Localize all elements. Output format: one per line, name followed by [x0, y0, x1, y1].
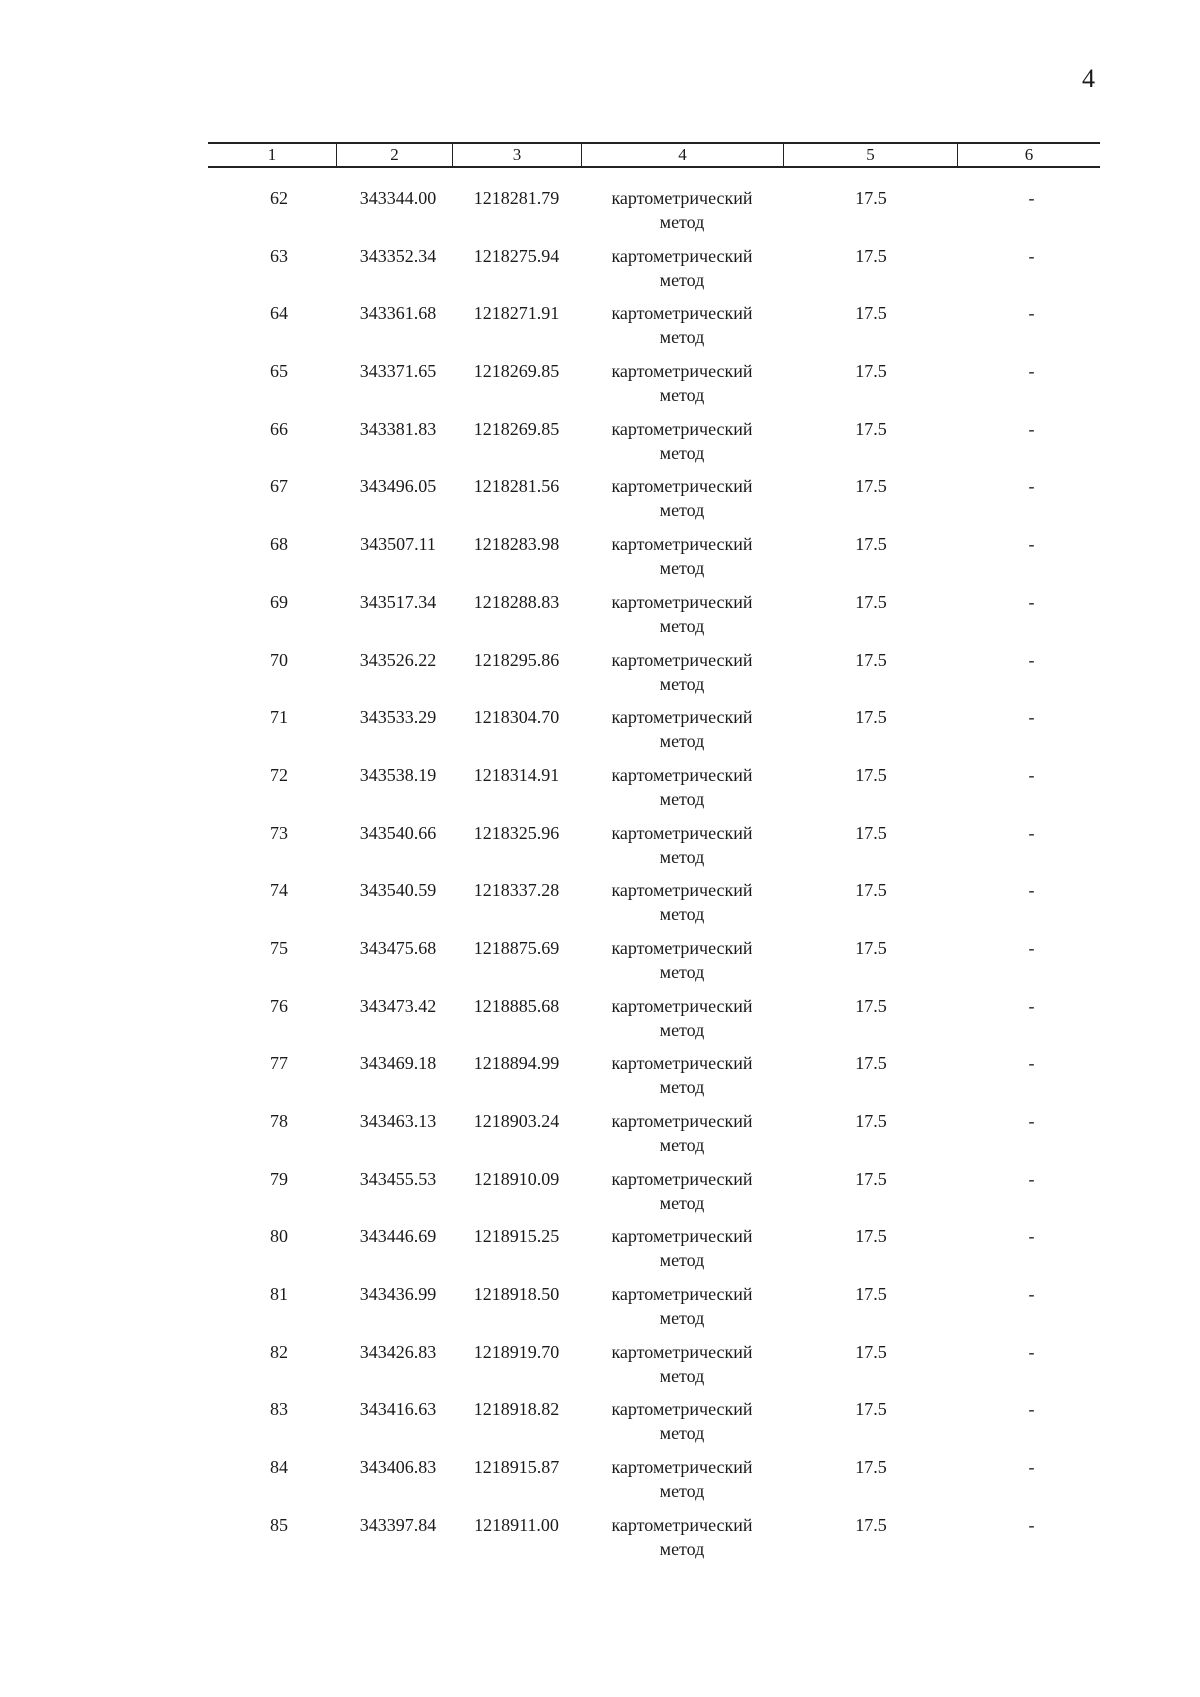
method-cell: [581, 1051, 783, 1109]
point-number-cell: 62: [270, 188, 288, 208]
method-cell: [581, 474, 783, 532]
method-line: метод: [659, 673, 705, 694]
note-cell: -: [1028, 1284, 1035, 1305]
note-cell: -: [1028, 822, 1035, 843]
header-cell: 6: [957, 144, 1100, 166]
point-number-cell: 70: [270, 649, 288, 670]
method-line: картометрический: [611, 188, 753, 208]
note-cell: -: [1028, 707, 1035, 728]
header-cell: 2: [336, 144, 452, 166]
method-line: картометрический: [611, 880, 753, 901]
method-line: метод: [659, 442, 705, 463]
table-row: [208, 878, 1100, 936]
method-line: метод: [659, 212, 705, 232]
table-row: [208, 936, 1100, 994]
y-coordinate-cell: 1218885.68: [473, 995, 560, 1016]
method-line: картометрический: [611, 1284, 753, 1305]
table-row: [208, 590, 1100, 648]
point-number-cell: 68: [270, 534, 288, 555]
x-coordinate-cell: 343517.34: [359, 591, 437, 612]
method-line: метод: [659, 1481, 705, 1502]
point-number-cell: 81: [270, 1284, 288, 1305]
method-line: картометрический: [611, 303, 753, 324]
point-number-cell: 69: [270, 591, 288, 612]
y-coordinate-cell: 1218275.94: [473, 245, 560, 266]
method-line: метод: [659, 1135, 705, 1155]
x-coordinate-cell: 343406.83: [359, 1457, 437, 1478]
table-row: [208, 1455, 1100, 1513]
note-cell: -: [1028, 649, 1035, 670]
method-line: метод: [659, 846, 705, 867]
table-row: [208, 186, 1100, 244]
x-coordinate-cell: 343475.68: [359, 937, 437, 958]
method-cell: [581, 878, 783, 936]
note-cell: -: [1028, 1399, 1035, 1420]
method-cell: [581, 1167, 783, 1225]
note-cell: -: [1028, 245, 1035, 266]
method-line: картометрический: [611, 822, 753, 843]
method-line: картометрический: [611, 245, 753, 266]
x-coordinate-cell: 343469.18: [359, 1053, 437, 1074]
method-line: картометрический: [611, 534, 753, 555]
accuracy-cell: 17.5: [855, 1514, 887, 1535]
method-line: картометрический: [611, 1514, 753, 1535]
x-coordinate-cell: 343463.13: [359, 1111, 437, 1131]
accuracy-cell: 17.5: [855, 1341, 887, 1362]
x-coordinate-cell: 343381.83: [359, 418, 437, 439]
x-coordinate-cell: 343446.69: [359, 1226, 437, 1247]
method-line: метод: [659, 327, 705, 348]
accuracy-cell: 17.5: [855, 764, 887, 785]
accuracy-cell: 17.5: [855, 1399, 887, 1420]
y-coordinate-cell: 1218894.99: [473, 1053, 560, 1074]
point-number-cell: 67: [270, 476, 288, 497]
table-row: [208, 648, 1100, 706]
x-coordinate-cell: 343352.34: [359, 245, 437, 266]
method-line: метод: [659, 385, 705, 406]
table-row: [208, 1167, 1100, 1225]
method-line: метод: [659, 500, 705, 521]
method-line: метод: [659, 1365, 705, 1386]
method-line: метод: [659, 788, 705, 809]
point-number-cell: 77: [270, 1053, 288, 1074]
method-line: картометрический: [611, 937, 753, 958]
y-coordinate-cell: 1218915.25: [473, 1226, 560, 1247]
note-cell: -: [1028, 1457, 1035, 1478]
accuracy-cell: 17.5: [855, 707, 887, 728]
y-coordinate-cell: 1218295.86: [473, 649, 560, 670]
x-coordinate-cell: 343533.29: [359, 707, 437, 728]
point-number-cell: 73: [270, 822, 288, 843]
note-cell: -: [1028, 880, 1035, 901]
y-coordinate-cell: 1218915.87: [473, 1457, 560, 1478]
accuracy-cell: 17.5: [855, 476, 887, 497]
note-cell: -: [1028, 188, 1035, 208]
x-coordinate-cell: 343426.83: [359, 1341, 437, 1362]
method-line: метод: [659, 904, 705, 925]
point-number-cell: 84: [270, 1457, 288, 1478]
method-cell: [581, 1109, 783, 1167]
note-cell: -: [1028, 534, 1035, 555]
method-line: картометрический: [611, 764, 753, 785]
x-coordinate-cell: 343416.63: [359, 1399, 437, 1420]
point-number-cell: 74: [270, 880, 288, 901]
method-line: картометрический: [611, 707, 753, 728]
method-cell: [581, 936, 783, 994]
table-row: [208, 1340, 1100, 1398]
accuracy-cell: 17.5: [855, 649, 887, 670]
y-coordinate-cell: 1218919.70: [473, 1341, 560, 1362]
method-cell: [581, 186, 783, 244]
accuracy-cell: 17.5: [855, 245, 887, 266]
method-cell: [581, 590, 783, 648]
accuracy-cell: 17.5: [855, 880, 887, 901]
table-row: [208, 1397, 1100, 1455]
y-coordinate-cell: 1218911.00: [474, 1514, 559, 1535]
method-cell: [581, 1224, 783, 1282]
method-cell: [581, 244, 783, 302]
accuracy-cell: 17.5: [855, 1053, 887, 1074]
table-row: [208, 1224, 1100, 1282]
point-number-cell: 66: [270, 418, 288, 439]
point-number-cell: 80: [270, 1226, 288, 1247]
method-line: картометрический: [611, 1341, 753, 1362]
note-cell: -: [1028, 1341, 1035, 1362]
method-line: картометрический: [611, 1226, 753, 1247]
accuracy-cell: 17.5: [855, 1457, 887, 1478]
note-cell: -: [1028, 1514, 1035, 1535]
method-line: картометрический: [611, 649, 753, 670]
method-cell: [581, 532, 783, 590]
method-line: метод: [659, 1250, 705, 1271]
note-cell: -: [1028, 1053, 1035, 1074]
method-cell: [581, 705, 783, 763]
note-cell: -: [1028, 1226, 1035, 1247]
accuracy-cell: 17.5: [855, 1226, 887, 1247]
table-row: [208, 1051, 1100, 1109]
y-coordinate-cell: 1218875.69: [473, 937, 560, 958]
point-number-cell: 76: [270, 995, 288, 1016]
note-cell: -: [1028, 591, 1035, 612]
method-line: метод: [659, 1538, 705, 1559]
table-body: [208, 186, 1100, 1571]
accuracy-cell: 17.5: [855, 591, 887, 612]
method-line: метод: [659, 1192, 705, 1213]
method-line: картометрический: [611, 995, 753, 1016]
x-coordinate-cell: 343371.65: [359, 361, 437, 382]
accuracy-cell: 17.5: [855, 995, 887, 1016]
point-number-cell: 85: [270, 1514, 288, 1535]
method-line: картометрический: [611, 1457, 753, 1478]
x-coordinate-cell: 343507.11: [360, 534, 436, 555]
method-line: картометрический: [611, 361, 753, 382]
accuracy-cell: 17.5: [855, 418, 887, 439]
method-cell: [581, 1282, 783, 1340]
method-cell: [581, 994, 783, 1052]
y-coordinate-cell: 1218281.56: [473, 476, 560, 497]
accuracy-cell: 17.5: [855, 822, 887, 843]
point-number-cell: 65: [270, 361, 288, 382]
y-coordinate-cell: 1218281.79: [473, 188, 560, 208]
point-number-cell: 75: [270, 937, 288, 958]
table-row: [208, 1282, 1100, 1340]
method-line: метод: [659, 558, 705, 579]
note-cell: -: [1028, 303, 1035, 324]
method-line: картометрический: [611, 1399, 753, 1420]
method-line: метод: [659, 731, 705, 752]
x-coordinate-cell: 343397.84: [359, 1514, 437, 1535]
method-line: метод: [659, 269, 705, 290]
method-line: метод: [659, 1423, 705, 1444]
table-row: [208, 1109, 1100, 1167]
accuracy-cell: 17.5: [855, 937, 887, 958]
header-cell: 5: [783, 144, 957, 166]
x-coordinate-cell: 343538.19: [359, 764, 437, 785]
x-coordinate-cell: 343455.53: [359, 1168, 437, 1189]
method-cell: [581, 763, 783, 821]
method-cell: [581, 1455, 783, 1513]
method-cell: [581, 1513, 783, 1571]
accuracy-cell: 17.5: [855, 1284, 887, 1305]
accuracy-cell: 17.5: [855, 188, 887, 208]
table-row: [208, 763, 1100, 821]
y-coordinate-cell: 1218910.09: [473, 1168, 560, 1189]
point-number-cell: 83: [270, 1399, 288, 1420]
table-row: [208, 532, 1100, 590]
accuracy-cell: 17.5: [855, 534, 887, 555]
x-coordinate-cell: 343361.68: [359, 303, 437, 324]
note-cell: -: [1028, 995, 1035, 1016]
point-number-cell: 79: [270, 1168, 288, 1189]
method-cell: [581, 301, 783, 359]
method-line: метод: [659, 1308, 705, 1329]
table-header: [208, 142, 1100, 168]
y-coordinate-cell: 1218918.82: [473, 1399, 560, 1420]
y-coordinate-cell: 1218269.85: [473, 418, 560, 439]
x-coordinate-cell: 343436.99: [359, 1284, 437, 1305]
point-number-cell: 82: [270, 1341, 288, 1362]
y-coordinate-cell: 1218269.85: [473, 361, 560, 382]
table-row: [208, 1513, 1100, 1571]
method-line: картометрический: [611, 591, 753, 612]
note-cell: -: [1028, 1111, 1035, 1131]
note-cell: -: [1028, 476, 1035, 497]
method-line: картометрический: [611, 1168, 753, 1189]
table-row: [208, 359, 1100, 417]
accuracy-cell: 17.5: [855, 1111, 887, 1131]
method-line: картометрический: [611, 1053, 753, 1074]
table-row: [208, 821, 1100, 879]
note-cell: -: [1028, 1168, 1035, 1189]
table-row: [208, 244, 1100, 302]
method-cell: [581, 359, 783, 417]
table-row: [208, 474, 1100, 532]
y-coordinate-cell: 1218903.24: [473, 1111, 560, 1131]
x-coordinate-cell: 343344.00: [359, 188, 437, 208]
note-cell: -: [1028, 418, 1035, 439]
method-cell: [581, 821, 783, 879]
point-number-cell: 64: [270, 303, 288, 324]
accuracy-cell: 17.5: [855, 361, 887, 382]
point-number-cell: 71: [270, 707, 288, 728]
header-cell: 4: [581, 144, 783, 166]
method-line: метод: [659, 1077, 705, 1098]
x-coordinate-cell: 343540.59: [359, 880, 437, 901]
method-line: метод: [659, 1019, 705, 1040]
x-coordinate-cell: 343496.05: [359, 476, 437, 497]
y-coordinate-cell: 1218337.28: [473, 880, 560, 901]
x-coordinate-cell: 343540.66: [359, 822, 437, 843]
y-coordinate-cell: 1218283.98: [473, 534, 560, 555]
y-coordinate-cell: 1218271.91: [473, 303, 560, 324]
point-number-cell: 78: [270, 1111, 288, 1131]
method-line: метод: [659, 961, 705, 982]
accuracy-cell: 17.5: [855, 1168, 887, 1189]
header-cell: 3: [452, 144, 581, 166]
accuracy-cell: 17.5: [855, 303, 887, 324]
method-line: картометрический: [611, 1111, 753, 1131]
y-coordinate-cell: 1218288.83: [473, 591, 560, 612]
note-cell: -: [1028, 937, 1035, 958]
note-cell: -: [1028, 361, 1035, 382]
table-row: [208, 994, 1100, 1052]
table-row: [208, 301, 1100, 359]
point-number-cell: 63: [270, 245, 288, 266]
method-cell: [581, 1397, 783, 1455]
y-coordinate-cell: 1218304.70: [473, 707, 560, 728]
method-line: картометрический: [611, 418, 753, 439]
method-line: картометрический: [611, 476, 753, 497]
x-coordinate-cell: 343526.22: [359, 649, 437, 670]
x-coordinate-cell: 343473.42: [359, 995, 437, 1016]
header-cell: 1: [267, 145, 277, 164]
page-number: 4: [1082, 64, 1095, 93]
method-cell: [581, 1340, 783, 1398]
table-row: [208, 417, 1100, 475]
method-line: метод: [659, 615, 705, 636]
y-coordinate-cell: 1218918.50: [473, 1284, 560, 1305]
point-number-cell: 72: [270, 764, 288, 785]
y-coordinate-cell: 1218314.91: [473, 764, 560, 785]
method-cell: [581, 648, 783, 706]
note-cell: -: [1028, 764, 1035, 785]
table-row: [208, 705, 1100, 763]
method-cell: [581, 417, 783, 475]
y-coordinate-cell: 1218325.96: [473, 822, 560, 843]
